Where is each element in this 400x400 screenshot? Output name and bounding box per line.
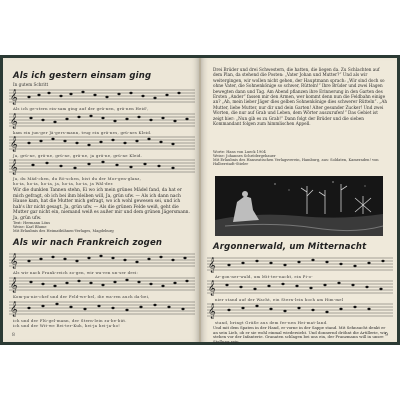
lyric-line: kam ein jun-ger Jä-gers-mann, trug ein grü-nes, grü-nes Kleid. [13,130,152,135]
lyric-line: ich und der Wit-we Rei-ter-Kuh, hei-ja hei-ja-ho! [13,323,121,328]
lyric-line: ho-ia, ho-ia, ho-ia, ja, ho-ia, ho-ia, ja Wäl-der. [13,181,114,186]
verse-text: Und mit dem Spaten in der Hand, er vorne in der Sappe stand. Mit Sehnsucht denkt er an sein Lieb, ob er sie wohl einmal wiedersieht. Und donnernd dröhnt die Artillerie, wir stehen vor der Infanterie. Granaten schlagen bei uns ein, der Franzmann will in unsre Stellung rein. [213,325,387,344]
lyric-line: Ja, grü-ne, grü-ne, grü-ne, grü-ne, ja grü-ne, grü-ne Kleid. [13,153,143,158]
music-staff [9,88,195,104]
right-page [201,58,397,342]
book [0,55,400,345]
svg-text:𝄞: 𝄞 [10,137,18,152]
left-page [3,58,199,342]
credit-publisher: Mit Erlaubnis des Hanseatischen Verlagsverein, Hamburg, aus: Soldaten, Kameraden! von Halberstadt-Stieler [213,158,379,167]
music-staff [9,252,195,268]
svg-text:𝄞: 𝄞 [10,90,18,105]
music-staff [207,302,393,318]
lyric-line: nier stand auf der Wacht, ein Stern-lein hoch am Him-mel [215,297,344,302]
verse-text: Wir die dunklen Tannen stehn, Ei wo ich mein grünes Mädel fand, da hat er mich gefragt, ob ich bei ihm bleiben will, Ja, grün ufw. — Als ich dann nach Hause kam, hat die Mutter mich gefragt, wo ich wohl gewesen sei, und ich hab's ihr nicht gesagt. Ja, grün ufw. — Als die grünen Felde weiß, geht die Mutter gar nicht ein, niemand weiß es außer mir und dem grünen Jägersmann. Ja, grün ufw. [13,188,190,221]
svg-text:𝄞: 𝄞 [208,281,216,296]
song-title: Als ich gestern einsam ging [13,71,152,81]
svg-text:𝄞: 𝄞 [10,302,18,317]
credit-melody: Weise: Johannes Schrödergebauer [213,154,276,158]
lyric-line: Ja, du Mäd-chen, du Rö-schen, bist du der Mor-gen-glanz, [13,176,142,181]
lyric-line: stand, bringt Grüße aus dem fer-nen Hei-mat-land. [215,320,328,325]
battlefield-illustration [215,176,383,236]
lyric-line: Als wir nach Frank-reich zo-gen, wir wa-ren un-ser drei: [13,270,139,275]
music-staff [9,300,195,316]
music-staff [9,135,195,151]
svg-text:𝄞: 𝄞 [208,304,216,319]
tempo-marking: In gutem Schritt [13,82,49,87]
credit-publisher: Mit Erlaubnis des Heimatbühnen-Verlages, Magdeburg [13,229,114,233]
music-staff [207,279,393,295]
music-staff [9,112,195,128]
page-number: 9 [385,333,388,338]
svg-text:𝄞: 𝄞 [10,114,18,129]
verse-text: Drei Brüder und drei Schwestern, die hatten, die liegen da. Zu Schlachten auf dem Plan, da stehend die Posten: „Vater Johan und Mutter?“ Und als wir weitergingen, wir wollen nicht gehen, der Hauptmann sprach: „Wir sind doch so ohne Vater, die Sohnenkönige so schwer, Rütteln!“ Ihre Brüder und zwei Hagen bewegten dann und Tag. Am Abend pflanzen ihre Erinnerung in den Garten des Ersten „Ander“ fassen mir den Armen, wer kommt denn nun die Feldbahn einige an? „Ah, mein lieber Jäger dies gelben Sohnenkönige dies schwerer Rütteln“. „Ah Mutter, liebe Mutter, nur dir und dein Garten! Alter gesunder Zucker! Und zwei Worten, die nur auf Grab und Leben, dem Wörter auszurufen!“ Das Gebiet ist zeigt hier: „Nun gib es zu Grab!“ Dann folgt der Brüder und die sieben Kommandant folgen zum himmlischen Appell. [213,67,388,127]
music-staff [207,256,393,272]
song-title: Argonnerwald, um Mitternacht [213,242,367,252]
svg-text:𝄞: 𝄞 [10,160,18,175]
credit-melody: Weise: Karl Blume [13,225,47,229]
music-staff [9,158,195,174]
lyric-line: Als ich ge-stern ein-sam ging auf der grü-nen, grü-nen Heid', [13,106,149,111]
credit-text: Text: Hermann Löns [13,221,51,225]
svg-text:𝄞: 𝄞 [10,278,18,293]
song-title: Als wir nach Frankreich zogen [13,238,163,248]
page-number: 8 [12,333,15,338]
lyric-line: ich und der Flü-gel-mann, der Stern-lein zu-be-hüt. [13,318,127,323]
svg-text:𝄞: 𝄞 [10,254,18,269]
credit-text: Worte: Hans von Lueck 1904 [213,150,266,154]
lyric-line: Ar-gon-ner-wald, um Mit-ter-nacht, ein Pi-o- [215,274,313,279]
music-staff [9,276,195,292]
svg-text:𝄞: 𝄞 [208,258,216,273]
lyric-line: Kom-pa-nie-chef und der Feld-we-bel, die wa-ren auch da-bei, [13,294,150,299]
